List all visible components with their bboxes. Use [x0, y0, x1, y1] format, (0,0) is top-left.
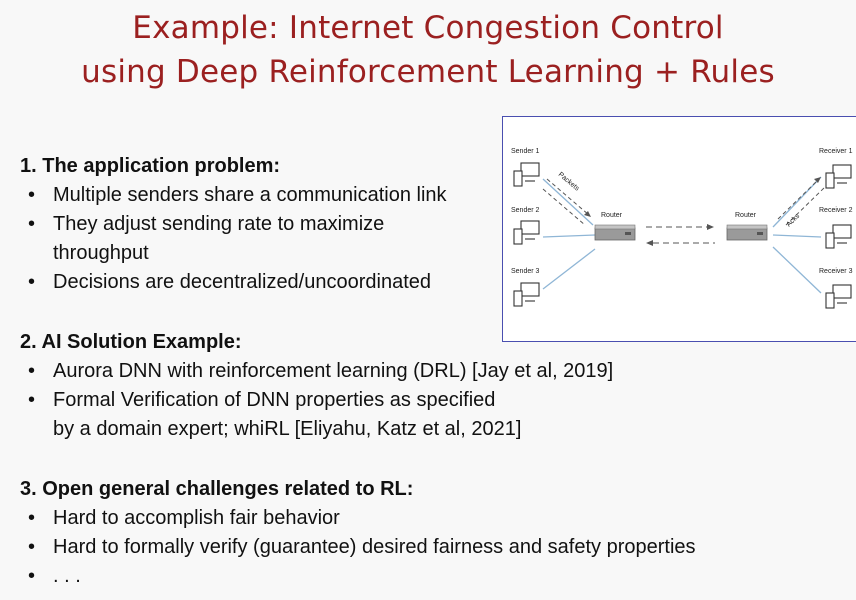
bullet-item: [20, 357, 613, 386]
sender-label: Sender 3: [511, 268, 540, 275]
receiver-label: Receiver 3: [819, 268, 853, 275]
bullet-item: [20, 268, 447, 297]
receiver-label: Receiver 2: [819, 207, 853, 214]
bullet-text: Hard to formally verify (guarantee) desired fairness and safety properties: [53, 536, 696, 558]
slide-title-line2: using Deep Reinforcement Learning + Rules: [81, 54, 775, 90]
arrowhead: [646, 240, 653, 246]
computer-icon: [826, 285, 851, 308]
slide-title-line1: Example: Internet Congestion Control: [132, 10, 724, 46]
bullet-text: They adjust sending rate to maximize: [53, 213, 385, 235]
arrowhead: [814, 177, 821, 183]
receiver-label: Receiver 1: [819, 148, 853, 155]
section-ai-solution: [20, 328, 613, 444]
arrowhead: [707, 224, 714, 230]
bullet-item: [20, 504, 696, 533]
bullet-text: Decisions are decentralized/uncoordinated: [53, 271, 432, 293]
router-label-left: Router: [601, 212, 623, 219]
bullet-continuation: by a domain expert; whiRL [Eliyahu, Katz et al, 2021]: [53, 418, 522, 440]
computer-icon: [826, 165, 851, 188]
computer-icon: [514, 163, 539, 186]
bullet-item: [20, 210, 447, 268]
bullet-continuation: throughput: [53, 242, 149, 264]
router-label-right: Router: [735, 212, 757, 219]
router-icon: [595, 225, 635, 240]
link-line: [543, 249, 595, 289]
section-open-challenges: [20, 475, 696, 591]
bullet-item: [20, 386, 613, 444]
bullet-text: Formal Verification of DNN properties as specified: [53, 389, 496, 411]
link-line: [543, 235, 595, 237]
packets-label: Packets: [556, 171, 581, 193]
router-icon: [727, 225, 767, 240]
link-line: [773, 235, 821, 237]
link-line: [773, 247, 821, 293]
computer-icon: [514, 283, 539, 306]
sender-label: Sender 1: [511, 148, 540, 155]
packets-arrow: [543, 189, 585, 225]
bullet-text: Hard to accomplish fair behavior: [53, 507, 340, 529]
bullet-item: [20, 181, 447, 210]
sender-label: Sender 2: [511, 207, 540, 214]
section-heading: 1. The application problem:: [20, 155, 281, 177]
bullet-text: Aurora DNN with reinforcement learning (DRL) [Jay et al, 2019]: [53, 360, 614, 382]
bullet-item: [20, 562, 696, 591]
section-heading: 3. Open general challenges related to RL:: [20, 478, 414, 500]
slide-title: [0, 6, 856, 94]
computer-icon: [514, 221, 539, 244]
bullet-list: [20, 504, 696, 591]
network-diagram: [502, 116, 856, 342]
section-heading: 2. AI Solution Example:: [20, 331, 242, 353]
network-diagram-svg: [503, 117, 856, 342]
bullet-item: [20, 533, 696, 562]
bullet-text: Multiple senders share a communication link: [53, 184, 447, 206]
bullet-list: [20, 181, 447, 297]
computer-icon: [826, 225, 851, 248]
bullet-text: . . .: [53, 565, 81, 587]
acks-label: Acks: [785, 212, 802, 229]
section-application-problem: [20, 152, 447, 297]
bullet-list: [20, 357, 613, 444]
